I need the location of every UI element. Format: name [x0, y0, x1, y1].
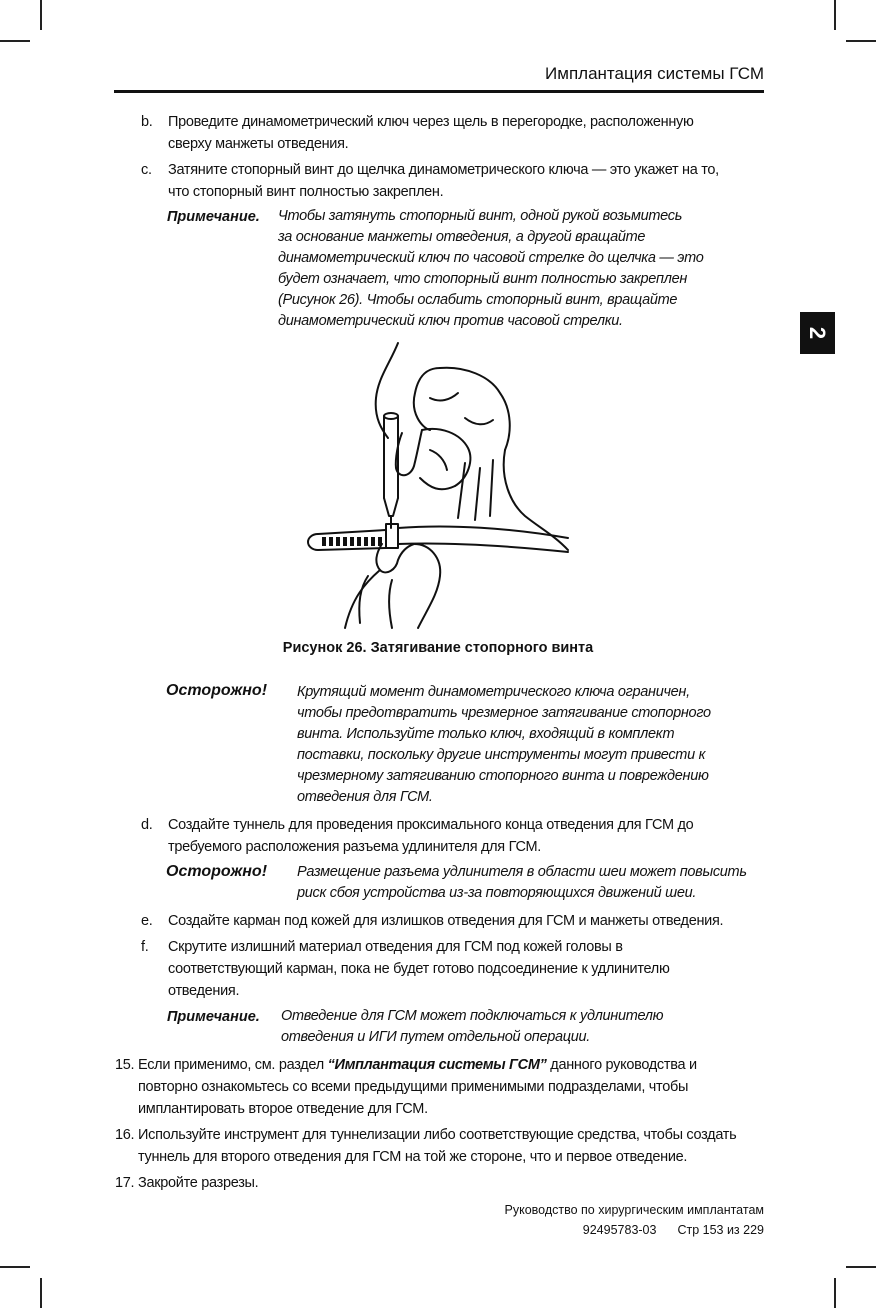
step-d-text: [168, 814, 693, 858]
step-16-text: [138, 1124, 736, 1168]
page-header-title: Имплантация системы ГСМ: [545, 64, 764, 83]
text-line: Скрутите излишний материал отведения для ГСМ под кожей головы в: [168, 939, 623, 955]
document-number: 92495783-03: [582, 1223, 657, 1237]
chapter-tab: [800, 312, 835, 354]
text-line: соответствующий карман, пока не будет готово подсоединение к удлинителю: [168, 961, 670, 977]
footer-manual-title: Руководство по хирургическим имплантатам: [504, 1203, 764, 1217]
section-reference: “Имплантация системы ГСМ”: [327, 1057, 547, 1073]
header-divider: [114, 90, 764, 93]
crop-mark: [0, 1266, 30, 1268]
text-line: риск сбоя устройства из-за повторяющихся движений шеи.: [297, 885, 697, 901]
step-f: [141, 936, 148, 958]
step-marker: d.: [141, 817, 153, 833]
text-line: динамометрический ключ по часовой стрелке до щелчка — это: [278, 250, 704, 266]
text-line: сверху манжеты отведения.: [168, 136, 349, 152]
text-line: туннель для второго отведения для ГСМ на той же стороне, что и первое отведение.: [138, 1149, 688, 1165]
step-15-text: [138, 1054, 697, 1120]
crop-mark: [40, 0, 42, 30]
text-line: поставки, поскольку другие инструменты могут привести к: [297, 747, 706, 763]
text-line: чтобы предотвратить чрезмерное затягивание стопорного: [297, 705, 711, 721]
text-line: требуемого расположения разъема удлинителя для ГСМ.: [168, 839, 541, 855]
text-line: [138, 1054, 697, 1076]
note-text: [281, 1006, 663, 1048]
step-marker: b.: [141, 114, 153, 130]
text-line: отведения и ИГИ путем отдельной операции.: [281, 1029, 591, 1045]
step-16: [115, 1124, 134, 1146]
step-marker: 17.: [115, 1175, 135, 1191]
step-marker: 15.: [115, 1057, 135, 1073]
step-c-text: [168, 159, 719, 203]
step-b-text: [168, 111, 694, 155]
text-line: динамометрический ключ против часовой стрелки.: [278, 313, 623, 329]
text-line: Проведите динамометрический ключ через щель в перегородке, расположенную: [168, 114, 694, 130]
text-line: Крутящий момент динамометрического ключа ограничен,: [297, 684, 690, 700]
text-fragment: данного руководства и: [546, 1057, 697, 1073]
text-fragment: Если применимо, см. раздел: [138, 1057, 328, 1073]
step-marker: f.: [141, 939, 149, 955]
text-line: чрезмерному затягиванию стопорного винта и повреждению: [297, 768, 709, 784]
step-marker: c.: [141, 162, 152, 178]
step-d: [141, 814, 153, 836]
text-line: Размещение разъема удлинителя в области шеи может повысить: [297, 864, 747, 880]
step-f-text: [168, 936, 670, 1002]
text-line: Отведение для ГСМ может подключаться к удлинителю: [281, 1008, 664, 1024]
note-label: Примечание.: [167, 209, 260, 225]
crop-mark: [834, 1278, 836, 1308]
step-15: [115, 1054, 134, 1076]
crop-mark: [0, 40, 30, 42]
step-e-text: [168, 910, 723, 932]
step-17-text: [138, 1172, 258, 1194]
text-line: Закройте разрезы.: [138, 1175, 259, 1191]
text-line: повторно ознакомьтесь со всеми предыдущими применимыми подразделами, чтобы: [138, 1079, 689, 1095]
text-line: за основание манжеты отведения, а другой вращайте: [278, 229, 646, 245]
torque-wrench-illustration: [290, 338, 590, 630]
text-line: что стопорный винт полностью закреплен.: [168, 184, 444, 200]
caution-label: Осторожно!: [166, 863, 268, 880]
text-line: Затяните стопорный винт до щелчка динамометрического ключа — это укажет на то,: [168, 162, 719, 178]
step-e: [141, 910, 153, 932]
crop-mark: [40, 1278, 42, 1308]
text-line: винта. Используйте только ключ, входящий в комплект: [297, 726, 675, 742]
text-line: Создайте карман под кожей для излишков отведения для ГСМ и манжеты отведения.: [168, 913, 724, 929]
step-c: [141, 159, 152, 181]
text-line: Чтобы затянуть стопорный винт, одной рукой возьмитесь: [278, 208, 683, 224]
footer-page-info: [583, 1223, 764, 1237]
text-line: отведения для ГСМ.: [297, 789, 433, 805]
step-17: [115, 1172, 134, 1194]
step-marker: e.: [141, 913, 153, 929]
note-text: [278, 206, 703, 332]
text-line: Используйте инструмент для туннелизации либо соответствующие средства, чтобы создать: [138, 1127, 737, 1143]
caution-text: [297, 862, 747, 904]
note-label: Примечание.: [167, 1009, 260, 1025]
crop-mark: [846, 40, 876, 42]
chapter-number: 2: [805, 326, 831, 340]
page-number: Стр 153 из 229: [677, 1223, 764, 1237]
text-line: имплантировать второе отведение для ГСМ.: [138, 1101, 428, 1117]
text-line: отведения.: [168, 983, 240, 999]
text-line: Создайте туннель для проведения проксимального конца отведения для ГСМ до: [168, 817, 694, 833]
text-line: (Рисунок 26). Чтобы ослабить стопорный винт, вращайте: [278, 292, 678, 308]
figure-caption: Рисунок 26. Затягивание стопорного винта: [282, 640, 594, 656]
crop-mark: [846, 1266, 876, 1268]
text-line: будет означает, что стопорный винт полностью закреплен: [278, 271, 688, 287]
step-marker: 16.: [115, 1127, 135, 1143]
caution-label: Осторожно!: [166, 682, 268, 699]
caution-text: [297, 682, 711, 808]
crop-mark: [834, 0, 836, 30]
